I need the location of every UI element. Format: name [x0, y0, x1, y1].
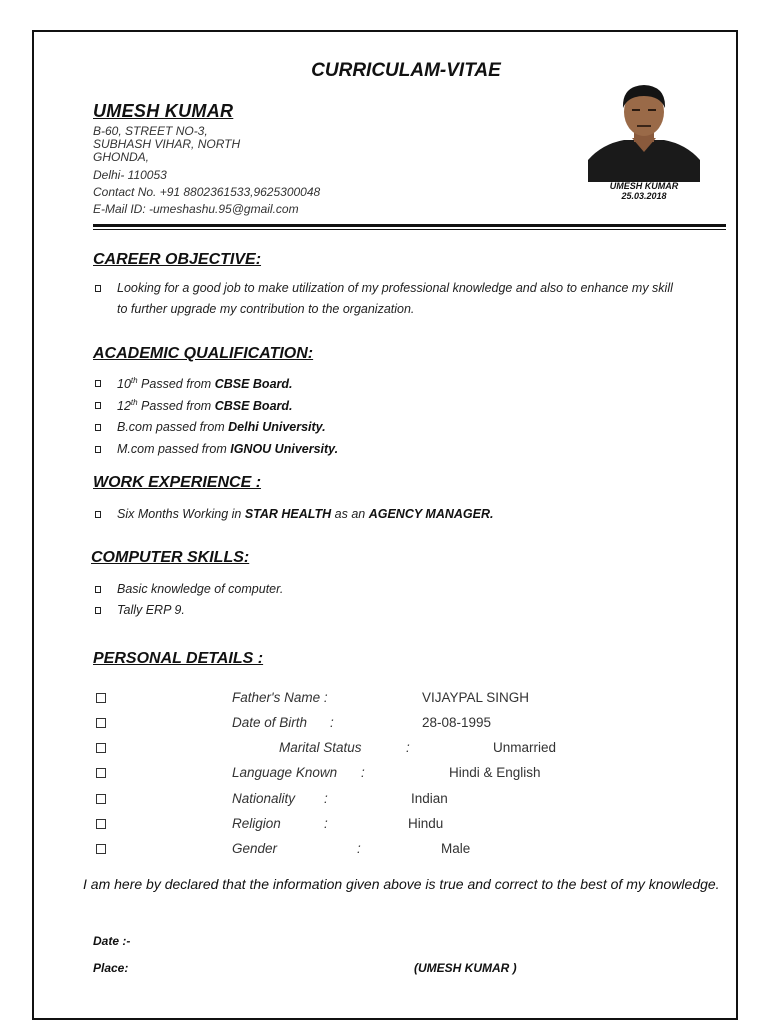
work-experience-item: Six Months Working in STAR HEALTH as an AGENCY MANAGER.: [117, 507, 494, 521]
header-rule-thin: [93, 229, 726, 230]
profile-photo: [588, 78, 700, 182]
personal-value-father: VIJAYPAL SINGH: [422, 690, 530, 705]
personal-colon: :: [324, 816, 328, 831]
career-objective-line-1: Looking for a good job to make utilization of my professional knowledge and also to enhance my skill: [117, 281, 673, 295]
address-line-2: SUBHASH VIHAR, NORTH: [93, 137, 241, 151]
checkbox-icon: [96, 794, 106, 804]
personal-colon: :: [324, 791, 328, 806]
skill-item-2: Tally ERP 9.: [117, 603, 185, 617]
personal-details-heading: PERSONAL DETAILS :: [93, 650, 264, 667]
bullet-box: [95, 586, 101, 593]
career-objective-line-2: to further upgrade my contribution to the organization.: [117, 302, 415, 316]
bullet-box: [95, 511, 101, 518]
checkbox-icon: [96, 768, 106, 778]
document-title: CURRICULAM-VITAE: [311, 60, 501, 81]
address-line-1: B-60, STREET NO-3,: [93, 124, 208, 138]
declaration-text: I am here by declared that the information given above is true and correct to the best of my knowledge.: [83, 876, 720, 892]
contact-number: Contact No. +91 8802361533,9625300048: [93, 185, 321, 199]
checkbox-icon: [96, 718, 106, 728]
personal-label-language: Language Known: [232, 765, 338, 780]
header-rule-thick: [93, 224, 726, 227]
bullet-box: [95, 424, 101, 431]
checkbox-icon: [96, 844, 106, 854]
academic-item-3: B.com passed from Delhi University.: [117, 420, 326, 434]
personal-value-marital: Unmarried: [493, 740, 557, 755]
checkbox-icon: [96, 693, 106, 703]
personal-colon: :: [330, 715, 334, 730]
bullet-box: [95, 446, 101, 453]
bullet-box: [95, 380, 101, 387]
photo-caption-date: 25.03.2018: [621, 191, 667, 201]
candidate-name: UMESH KUMAR: [93, 101, 234, 121]
personal-value-language: Hindi & English: [449, 765, 541, 780]
work-experience-heading: WORK EXPERIENCE :: [93, 474, 262, 491]
personal-colon: :: [357, 841, 361, 856]
academic-item-1: 10th Passed from CBSE Board.: [117, 376, 293, 392]
personal-label-dob: Date of Birth: [232, 715, 308, 730]
personal-value-dob: 28-08-1995: [422, 715, 492, 730]
career-objective-heading: CAREER OBJECTIVE:: [93, 251, 262, 268]
bullet-box: [95, 607, 101, 614]
personal-label-marital: Marital Status: [279, 740, 362, 755]
personal-label-father: Father's Name :: [232, 690, 328, 705]
academic-item-4: M.com passed from IGNOU University.: [117, 442, 339, 456]
personal-value-nationality: Indian: [411, 791, 448, 806]
checkbox-icon: [96, 819, 106, 829]
skill-item-1: Basic knowledge of computer.: [117, 582, 284, 596]
personal-colon: :: [406, 740, 410, 755]
computer-skills-heading: COMPUTER SKILLS:: [91, 549, 250, 566]
signature-name: (UMESH KUMAR ): [414, 961, 517, 975]
place-label: Place:: [93, 961, 129, 975]
address-line-4: Delhi- 110053: [93, 168, 167, 182]
email-address: E-Mail ID: -umeshashu.95@gmail.com: [93, 202, 299, 216]
personal-colon: :: [361, 765, 365, 780]
checkbox-icon: [96, 743, 106, 753]
personal-value-religion: Hindu: [408, 816, 444, 831]
photo-caption-name: UMESH KUMAR: [609, 181, 679, 191]
bullet-box: [95, 285, 101, 292]
personal-label-religion: Religion: [232, 816, 281, 831]
academic-item-2: 12th Passed from CBSE Board.: [117, 398, 293, 414]
personal-label-nationality: Nationality: [232, 791, 296, 806]
academic-heading: ACADEMIC QUALIFICATION:: [93, 345, 314, 362]
personal-value-gender: Male: [441, 841, 471, 856]
address-line-3: GHONDA,: [93, 150, 150, 164]
personal-label-gender: Gender: [232, 841, 278, 856]
date-label: Date :-: [93, 934, 131, 948]
bullet-box: [95, 402, 101, 409]
